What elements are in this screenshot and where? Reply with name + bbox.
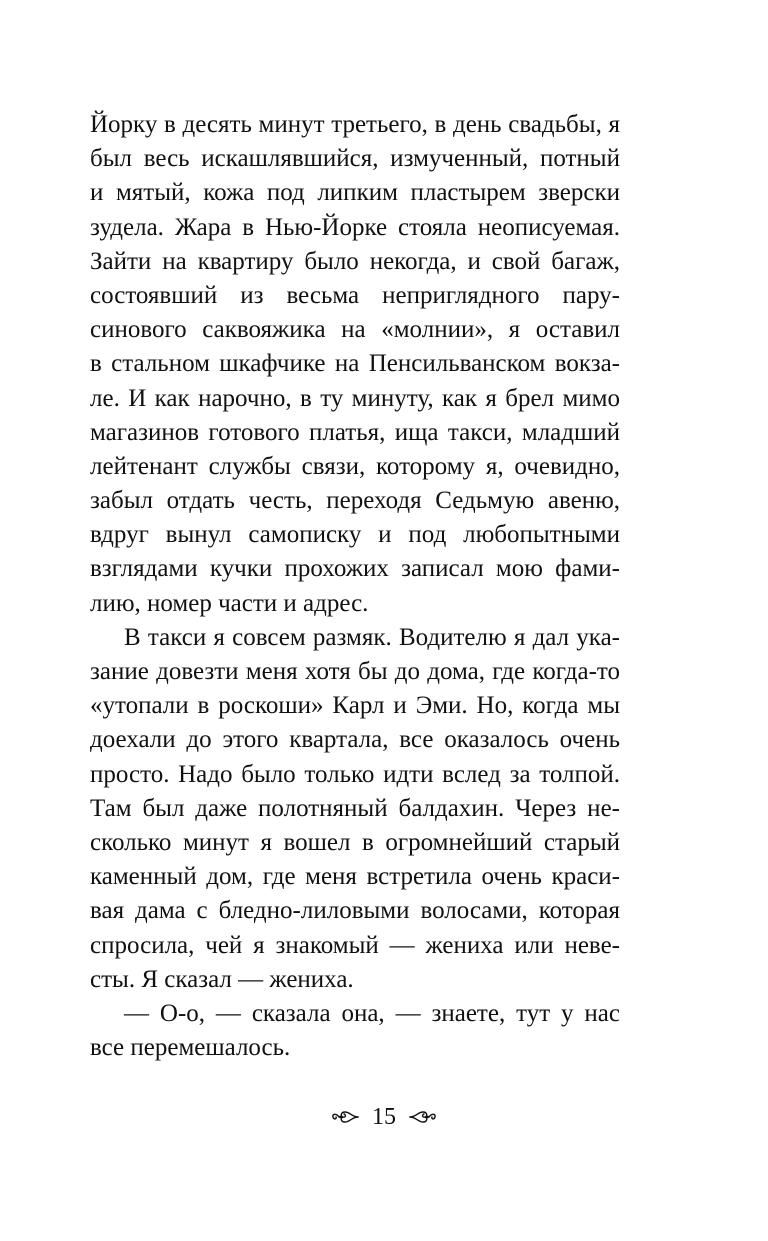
fleuron-left-icon — [330, 1108, 360, 1126]
page-footer — [0, 1100, 768, 1133]
fleuron-right-icon — [408, 1108, 438, 1126]
text-line: ле. И как нарочно, в ту минуту, как я брел мимо — [90, 384, 620, 412]
text-line: был весь искашлявшийся, измученный, потный — [90, 145, 620, 173]
text-line: взглядами кучки прохожих записал мою фами- — [90, 555, 620, 583]
text-line: В такси я совсем размяк. Водителю я дал ука- — [124, 623, 620, 651]
text-line: доехали до этого квартала, все оказалось очень — [90, 726, 620, 754]
text-line: синового саквояжика на «молнии», я оставил — [90, 316, 620, 344]
page-number: 15 — [372, 1104, 396, 1131]
text-line: «утопали в роскоши» Карл и Эми. Но, когда мы — [90, 692, 620, 720]
page-text — [90, 108, 620, 1065]
text-line: зание довезти меня хотя бы до дома, где когда-то — [90, 658, 620, 685]
text-line: сты. Я сказал — жениха. — [90, 965, 354, 993]
text-line: забыл отдать честь, переходя Седьмую авеню, — [90, 487, 620, 515]
text-line: просто. Надо было только идти вслед за толпой. — [90, 760, 620, 788]
text-line: спросила, чей я знакомый — жениха или неве- — [90, 931, 620, 959]
text-line: Зайти на квартиру было некогда, и свой багаж, — [90, 247, 620, 275]
text-line: магазинов готового платья, ища такси, младший — [90, 418, 620, 446]
text-line: лию, номер части и адрес. — [90, 589, 369, 617]
text-line: состоявший из весьма неприглядного пару- — [90, 281, 620, 309]
text-line: лейтенант службы связи, которому я, очевидно, — [90, 452, 620, 480]
text-line: Йорку в десять минут третьего, в день свадьбы, я — [90, 111, 620, 138]
text-line: каменный дом, где меня встретила очень краси- — [90, 863, 620, 891]
text-line: сколько минут я вошел в огромнейший старый — [90, 828, 620, 856]
text-line: Там был даже полотняный балдахин. Через не- — [90, 794, 620, 822]
text-line: зудела. Жара в Нью-Йорке стояла неописуемая. — [90, 213, 620, 241]
text-line: — О-о, — сказала она, — знаете, тут у нас — [124, 999, 620, 1027]
text-line: вдруг вынул самописку и под любопытными — [90, 521, 620, 549]
text-line: в стальном шкафчике на Пенсильванском вокза- — [90, 350, 620, 378]
text-line: все перемешалось. — [90, 1034, 291, 1062]
text-line: и мятый, кожа под липким пластырем зверски — [90, 179, 620, 207]
text-line: вая дама с бледно-лиловыми волосами, которая — [90, 897, 620, 925]
